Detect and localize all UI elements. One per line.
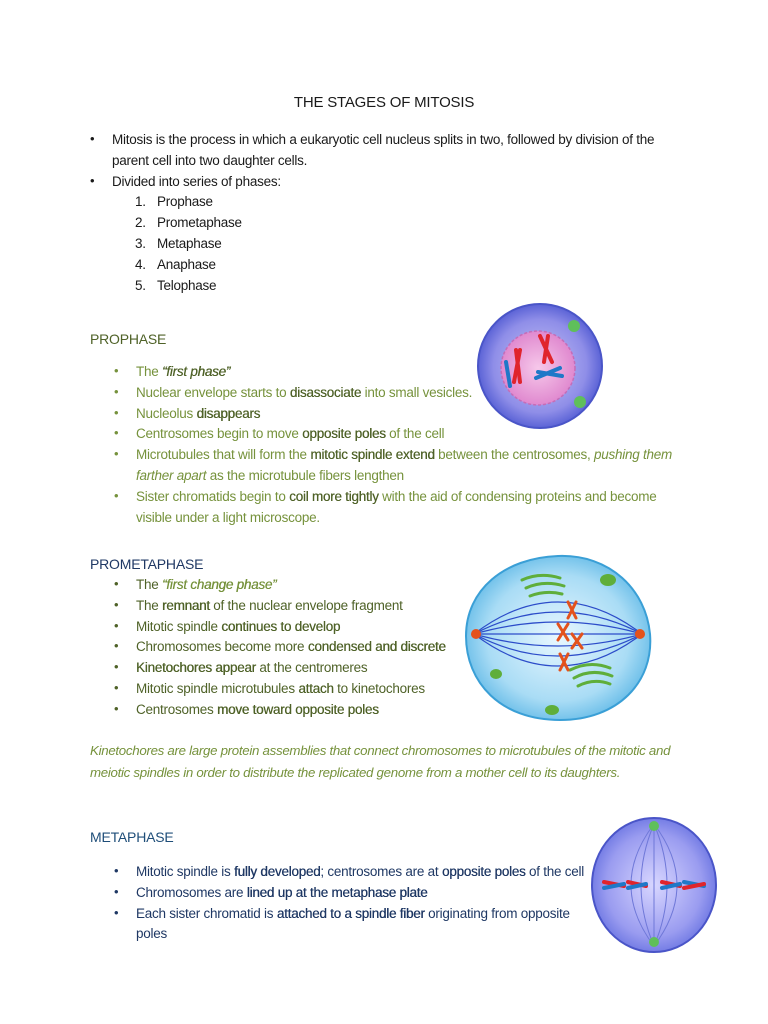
bullet-icon: • [114, 425, 119, 441]
item-text: of the nuclear envelope fragment [209, 597, 403, 613]
item-emphasis: coil more tightly [289, 488, 379, 504]
list-item [90, 130, 690, 172]
item-emphasis: opposite poles [441, 864, 526, 879]
list-item [114, 617, 454, 638]
item-emphasis: remnant [162, 597, 210, 613]
item-emphasis: attach [298, 680, 334, 696]
item-text: originating from opposite poles [136, 905, 570, 942]
item-text: The [136, 577, 163, 592]
bullet-icon: • [114, 863, 119, 878]
prometaphase-cell-illustration [460, 550, 656, 726]
list-item [114, 862, 594, 883]
item-text: ; centrosomes are at [320, 864, 442, 879]
item-emphasis: opposite poles [302, 426, 386, 442]
item-italic: pushing them farther apart [136, 447, 673, 483]
item-emphasis: disappears [196, 405, 261, 421]
item-emphasis: disassociate [289, 384, 362, 400]
metaphase-list [114, 862, 594, 945]
kinetochore-note: Kinetochores are large protein assemblies that connect chromosomes to microtubules of the mitotic and meiotic spindles in order to distribute the replicated genome from a mother cell to its daughters. [90, 743, 671, 780]
bullet-icon: • [114, 487, 119, 503]
bullet-icon: • [114, 659, 119, 675]
item-text: Mitotic spindle [136, 618, 222, 634]
bullet-icon: • [114, 638, 119, 654]
list-item [114, 637, 454, 658]
prometaphase-list [114, 575, 454, 721]
item-text: Microtubules that will form the [136, 447, 311, 463]
item-emphasis: mitotic spindle extend [310, 447, 435, 463]
list-item [114, 487, 684, 529]
bullet-icon: • [90, 172, 95, 188]
item-text: Centrosomes [136, 701, 218, 717]
prometaphase-heading: PROMETAPHASE [90, 556, 204, 572]
item-text: Nuclear envelope starts to [136, 384, 290, 400]
prophase-cell-illustration [476, 302, 604, 430]
item-text: of the cell [525, 864, 585, 879]
bullet-icon: • [114, 404, 119, 420]
phase-label: Metaphase [157, 235, 222, 251]
list-item [114, 575, 454, 596]
item-text: Chromosomes are [136, 884, 247, 900]
phase-item: 2. Prometaphase [135, 215, 242, 231]
bullet-icon: • [90, 131, 95, 146]
bullet-icon: • [114, 446, 119, 462]
metaphase-cell-illustration [588, 814, 720, 956]
bullet-icon: • [114, 679, 119, 695]
bullet-icon: • [114, 576, 119, 591]
item-emphasis: condensed and discrete [307, 639, 446, 655]
phase-label: Anaphase [157, 256, 216, 272]
list-item [114, 700, 454, 721]
item-text: at the centromeres [255, 660, 368, 676]
item-text: The [136, 364, 163, 379]
intro-text: Divided into series of phases: [112, 173, 281, 189]
item-emphasis: lined up at the metaphase plate [246, 884, 428, 900]
list-item [114, 679, 454, 700]
bullet-icon: • [114, 383, 119, 399]
item-text: The [136, 597, 163, 613]
item-text: Each sister chromatid is [136, 905, 277, 921]
item-text: into small vesicles. [361, 384, 473, 400]
item-text: Chromosomes become more [136, 639, 308, 655]
phase-list [135, 192, 690, 296]
phase-item: 4. Anaphase [135, 256, 216, 272]
intro-text: Mitosis is the process in which a eukaryotic cell nucleus splits in two, followed by division of the parent cell into two daughter cells. [112, 132, 655, 168]
item-text: to kinetochores [333, 680, 425, 696]
item-emphasis: “first phase” [162, 364, 231, 379]
bullet-icon: • [114, 363, 119, 378]
bullet-icon: • [114, 904, 119, 920]
item-text: Sister chromatids begin to [136, 488, 290, 504]
item-emphasis: continues to develop [221, 618, 341, 634]
intro-section [90, 130, 690, 296]
item-emphasis: “first change phase” [162, 577, 277, 592]
list-item [114, 596, 454, 617]
bullet-icon: • [114, 596, 119, 612]
phase-label: Prometaphase [157, 215, 242, 231]
item-text: as the microtubule fibers lengthen [206, 467, 404, 483]
item-emphasis: move toward opposite poles [217, 701, 379, 717]
bullet-icon: • [114, 617, 119, 633]
metaphase-heading: METAPHASE [90, 829, 174, 845]
item-text: between the centrosomes, [434, 447, 594, 463]
list-item [114, 883, 594, 904]
list-item [90, 172, 690, 193]
item-text: Centrosomes begin to move [136, 426, 303, 442]
phase-item: 5. Telophase [135, 277, 217, 293]
phase-label: Telophase [157, 277, 217, 293]
item-text: Nucleolus [136, 405, 197, 421]
list-item [114, 445, 684, 487]
item-emphasis: Kinetochores appear [136, 660, 256, 676]
item-text: Mitotic spindle microtubules [136, 680, 299, 696]
item-emphasis: fully developed [234, 864, 321, 879]
phase-item: 1. Prophase [135, 194, 213, 210]
item-text: Mitotic spindle is [136, 864, 235, 879]
item-emphasis: attached to a spindle fiber [276, 905, 425, 921]
list-item [114, 658, 454, 679]
prophase-heading: PROPHASE [90, 331, 167, 347]
list-item [114, 904, 594, 946]
item-text: of the cell [385, 426, 445, 442]
item-text: with the aid of condensing proteins and become visible under a light microscope. [136, 488, 657, 525]
phase-item: 3. Metaphase [135, 235, 222, 251]
page-title: THE STAGES OF MITOSIS [293, 94, 475, 111]
phase-label: Prophase [157, 194, 213, 210]
bullet-icon: • [114, 700, 119, 716]
bullet-icon: • [114, 883, 119, 899]
